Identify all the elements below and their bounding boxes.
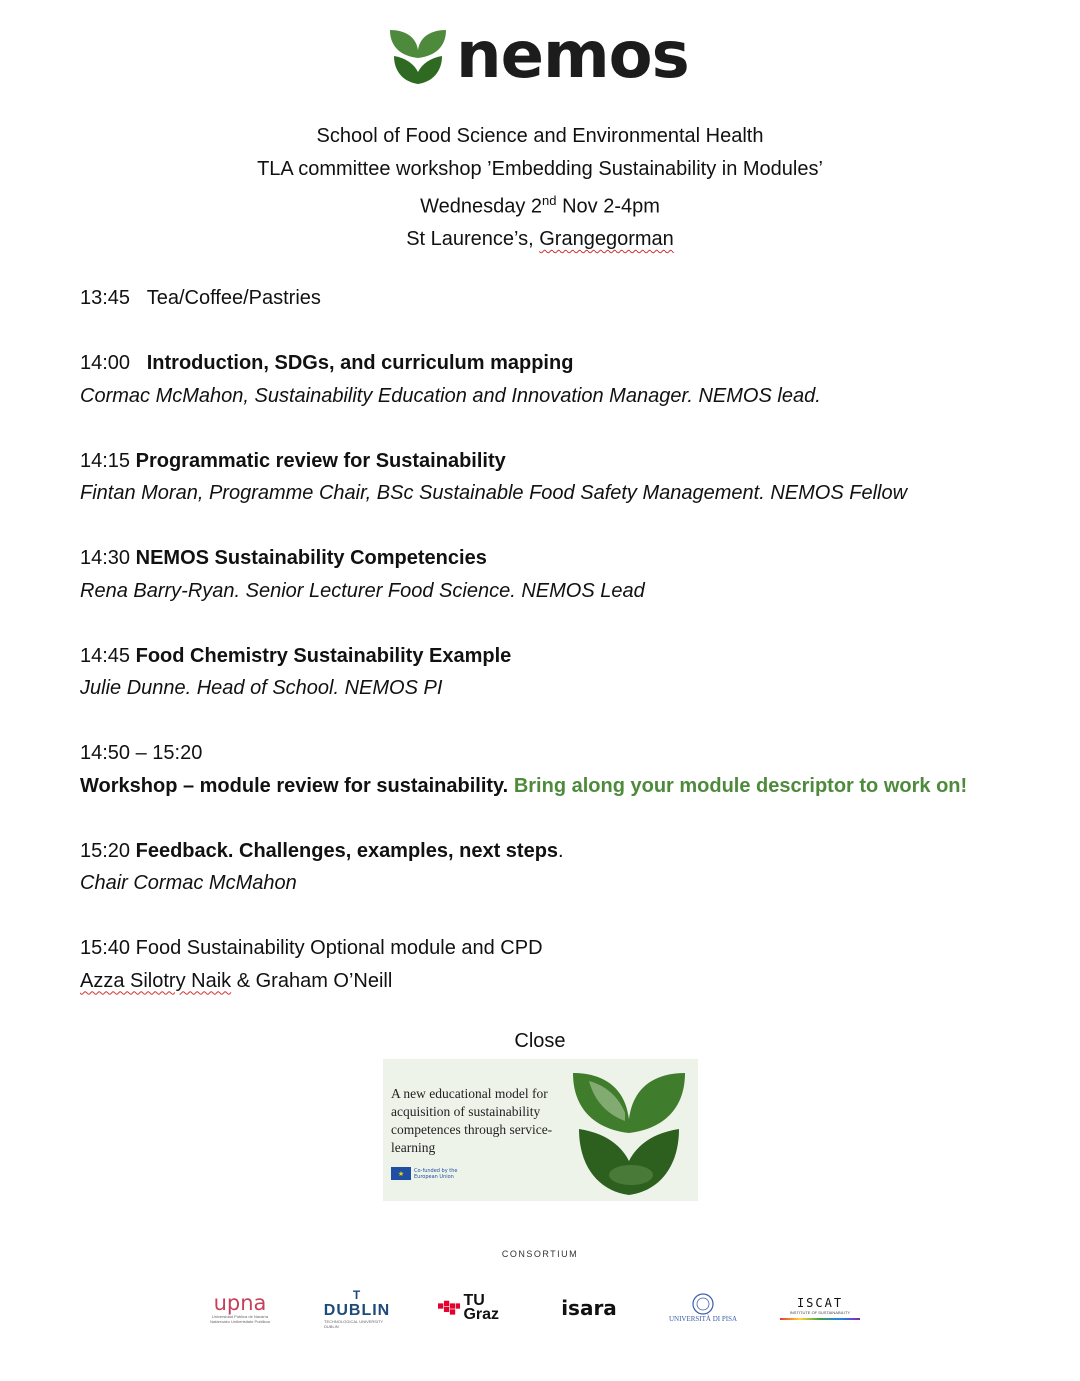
workshop-date: Wednesday 2nd Nov 2-4pm — [420, 193, 660, 218]
speaker: Chair Cormac McMahon — [80, 872, 297, 894]
speaker: Rena Barry-Ryan. Senior Lecturer Food Science. NEMOS Lead — [80, 579, 645, 602]
school-name: School of Food Science and Environmental Health — [316, 125, 764, 147]
tu-dublin-logo: T DUBLIN TECHNOLOGICAL UNIVERSITY DUBLIN — [323, 1288, 391, 1329]
pisa-seal-icon — [692, 1293, 714, 1315]
banner-text: A new educational model for acquisition of sustainability competences through service-learning — [391, 1086, 553, 1155]
title-block — [0, 120, 1080, 256]
agenda-item: 14:30 NEMOS Sustainability Competencies Rena Barry-Ryan. Senior Lecturer Food Science. NEMOS Lead — [80, 542, 1010, 607]
iscat-logo: ISCAT INSTITUTE OF SUSTAINABILITY — [780, 1285, 860, 1331]
workshop-title: TLA committee workshop ’Embedding Sustainability in Modules’ — [257, 157, 823, 180]
banner-leaf-graphic — [569, 1063, 689, 1199]
isara-logo: isara — [561, 1296, 617, 1320]
partner-logos — [200, 1285, 870, 1331]
nemos-banner — [383, 1059, 698, 1201]
speaker: Azza Silotry Naik & Graham O’Neill — [80, 969, 393, 992]
logo-wordmark: nemos — [456, 19, 689, 93]
agenda-item: 13:45 Tea/Coffee/Pastries — [80, 287, 321, 309]
speaker: Fintan Moran, Programme Chair, BSc Sustainable Food Safety Management. NEMOS Fellow — [80, 482, 908, 504]
agenda-item: 15:40 Food Sustainability Optional module and CPD Azza Silotry Naik & Graham O’Neill — [80, 932, 1010, 997]
agenda-item: 14:50 – 15:20 Workshop – module review for sustainability. Bring along your module descriptor to work on! — [80, 742, 968, 797]
agenda — [80, 282, 1010, 1030]
tu-graz-logo: TU Graz — [438, 1285, 504, 1331]
nemos-logo — [388, 19, 689, 93]
eu-flag-icon: ★ — [391, 1167, 411, 1180]
agenda-item: 14:45 Food Chemistry Sustainability Example Julie Dunne. Head of School. NEMOS PI — [80, 640, 1010, 705]
close-label: Close — [514, 1030, 566, 1052]
eu-cofunded-badge: ★ Co-funded by the European Union — [391, 1167, 464, 1180]
agenda-item: 15:20 Feedback. Challenges, examples, next steps. Chair Cormac McMahon — [80, 835, 1010, 900]
tu-graz-mark-icon — [438, 1297, 460, 1319]
speaker: Julie Dunne. Head of School. NEMOS PI — [80, 677, 443, 699]
agenda-item: 14:15 Programmatic review for Sustainability Fintan Moran, Programme Chair, BSc Sustainable Food Safety Management. NEMOS Fellow — [80, 445, 1010, 510]
pisa-logo: UNIVERSITÀ DI PISA — [668, 1285, 738, 1331]
leaf-logo-icon — [388, 26, 448, 86]
speaker: Cormac McMahon, Sustainability Education and Innovation Manager. NEMOS lead. — [80, 384, 821, 407]
upna-logo: upna Universidad Pública de Navarra Nafarroako Unibertsitate Publikoa — [210, 1291, 270, 1324]
workshop-venue: St Laurence’s, Grangegorman — [406, 228, 674, 251]
agenda-item: 14:00 Introduction, SDGs, and curriculum mapping Cormac McMahon, Sustainability Education and Innovation Manager. NEMOS lead. — [80, 347, 1010, 412]
consortium-label: CONSORTIUM — [501, 1249, 579, 1259]
